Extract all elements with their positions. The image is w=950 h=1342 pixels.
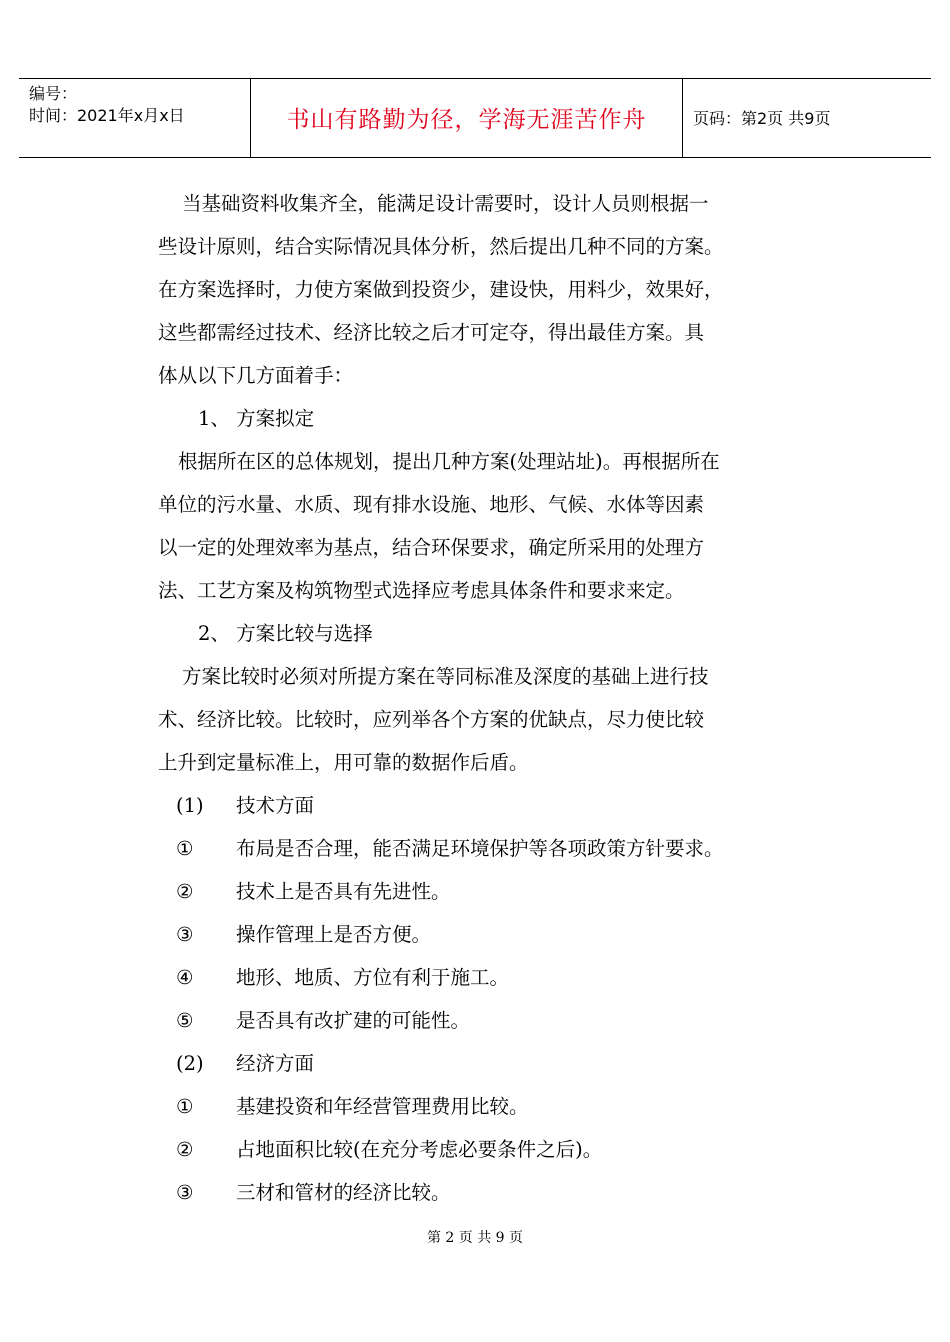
page-header xyxy=(19,78,931,158)
list-text: 地形、地质、方位有利于施工。 xyxy=(236,966,510,989)
document-body xyxy=(158,182,798,1214)
section-1-line: 单位的污水量、水质、现有排水设施、地形、气候、水体等因素 xyxy=(158,493,705,516)
section-2-heading: 2、 方案比较与选择 xyxy=(198,622,373,645)
intro-line: 当基础资料收集齐全，能满足设计需要时，设计人员则根据一 xyxy=(182,192,709,215)
list-item xyxy=(158,1171,798,1214)
header-right-cell xyxy=(683,79,931,157)
section-1-heading: 1、 方案拟定 xyxy=(198,407,315,430)
intro-line: 在方案选择时，力使方案做到投资少，建设快，用料少，效果好， xyxy=(158,278,724,301)
header-motto: 书山有路勤为径，学海无涯苦作舟 xyxy=(286,107,647,133)
list-marker: ④ xyxy=(176,966,194,989)
list-text: 技术上是否具有先进性。 xyxy=(236,880,451,903)
intro-line: 些设计原则，结合实际情况具体分析，然后提出几种不同的方案。 xyxy=(158,235,724,258)
list-text: 经济方面 xyxy=(236,1052,315,1075)
list-text: 三材和管材的经济比较。 xyxy=(236,1181,451,1204)
list-text: 是否具有改扩建的可能性。 xyxy=(236,1009,471,1032)
header-page-info: 页码：第2页 共9页 xyxy=(693,109,831,128)
document-time-label: 时间：2021年x月x日 xyxy=(29,106,185,125)
intro-line: 这些都需经过技术、经济比较之后才可定夺，得出最佳方案。具 xyxy=(158,321,705,344)
list-text: 技术方面 xyxy=(236,794,315,817)
list-text: 布局是否合理，能否满足环境保护等各项政策方针要求。 xyxy=(236,837,724,860)
list-item xyxy=(158,956,798,999)
header-middle-cell xyxy=(251,79,683,157)
section-2-line: 上升到定量标准上，用可靠的数据作后盾。 xyxy=(158,751,529,774)
list-item xyxy=(158,827,798,870)
list-marker: ② xyxy=(176,880,194,903)
list-marker: ⑤ xyxy=(176,1009,194,1032)
tech-aspect-heading xyxy=(158,784,798,827)
list-text: 占地面积比较(在充分考虑必要条件之后)。 xyxy=(236,1138,603,1161)
header-left-cell xyxy=(19,79,251,157)
list-item xyxy=(158,1128,798,1171)
document-code-label: 编号： xyxy=(29,84,78,103)
list-marker: ② xyxy=(176,1138,194,1161)
intro-line: 体从以下几方面着手： xyxy=(158,364,354,387)
section-2-line: 方案比较时必须对所提方案在等同标准及深度的基础上进行技 xyxy=(182,665,709,688)
list-marker: (1) xyxy=(176,794,204,817)
list-item xyxy=(158,1085,798,1128)
list-marker: ③ xyxy=(176,1181,194,1204)
list-text: 操作管理上是否方便。 xyxy=(236,923,432,946)
page-footer: 第 2 页 共 9 页 xyxy=(426,1230,524,1246)
list-item xyxy=(158,999,798,1042)
list-marker: ① xyxy=(176,1095,194,1118)
list-text: 基建投资和年经营管理费用比较。 xyxy=(236,1095,529,1118)
section-1-line: 根据所在区的总体规划，提出几种方案(处理站址)。再根据所在 xyxy=(178,450,720,473)
section-1-line: 以一定的处理效率为基点，结合环保要求，确定所采用的处理方 xyxy=(158,536,705,559)
economic-aspect-heading xyxy=(158,1042,798,1085)
list-marker: ① xyxy=(176,837,194,860)
list-item xyxy=(158,913,798,956)
section-2-line: 术、经济比较。比较时，应列举各个方案的优缺点，尽力使比较 xyxy=(158,708,705,731)
section-1-line: 法、工艺方案及构筑物型式选择应考虑具体条件和要求来定。 xyxy=(158,579,685,602)
list-item xyxy=(158,870,798,913)
list-marker: (2) xyxy=(176,1052,204,1075)
list-marker: ③ xyxy=(176,923,194,946)
